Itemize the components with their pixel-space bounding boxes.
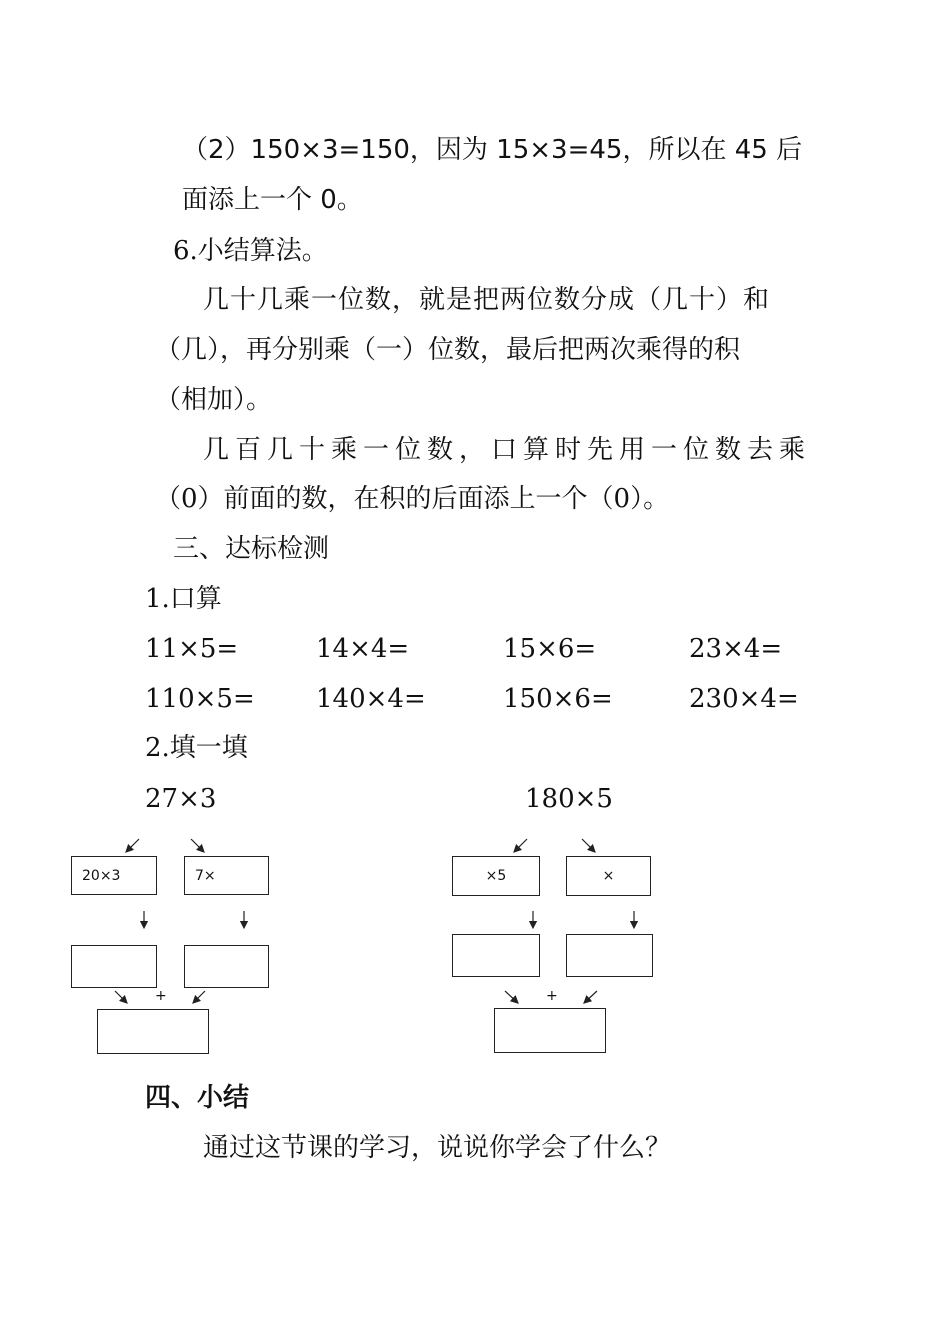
arrow-icon <box>115 991 127 1003</box>
oral-calc-item: 150×6= <box>503 684 613 714</box>
oral-calc-item: 140×4= <box>316 684 426 714</box>
diagram-right-sum-box[interactable] <box>494 1008 606 1053</box>
diagram-left-expression: 27×3 <box>145 784 217 814</box>
arrow-icon <box>514 839 527 852</box>
review-line-1: （2）150×3=150，因为 15×3=45，所以在 45 后 <box>182 135 803 165</box>
diagram-right-box-tens <box>452 856 540 896</box>
arrow-icon <box>193 991 205 1003</box>
section4-question: 通过这节课的学习，说说你学会了什么？ <box>203 1133 672 1163</box>
arrow-icon <box>191 839 204 852</box>
arrow-icon <box>582 839 595 852</box>
diagram-left-answer-box[interactable] <box>184 945 269 988</box>
fill-heading: 2.填一填 <box>145 733 248 763</box>
summary-para2-line2: （0）前面的数，在积的后面添上一个（0）。 <box>155 484 670 514</box>
diagram-left-sum-box[interactable] <box>97 1009 209 1054</box>
section3-heading: 三、达标检测 <box>173 534 330 564</box>
diagram-left-box-ones <box>184 856 269 895</box>
diagram-left-box-ones-label: 7× <box>195 868 216 884</box>
summary-rule-heading: 6.小结算法。 <box>173 236 328 266</box>
arrow-icon <box>505 991 518 1003</box>
oral-calc-heading: 1.口算 <box>145 584 222 614</box>
diagram-left-plus: + <box>155 988 167 1004</box>
diagram-right-expression: 180×5 <box>525 784 613 814</box>
summary-para1-line1: 几十几乘一位数，就是把两位数分成（几十）和 <box>203 285 771 315</box>
arrow-icon <box>584 991 597 1003</box>
diagram-right-answer-box[interactable] <box>452 934 540 977</box>
oral-calc-item: 15×6= <box>503 634 597 664</box>
diagram-left-answer-box[interactable] <box>71 945 157 988</box>
summary-para1-line2: （几），再分别乘（一）位数，最后把两次乘得的积 <box>155 335 741 365</box>
diagram-left-box-tens-label: 20×3 <box>82 868 121 884</box>
oral-calc-item: 11×5= <box>145 634 239 664</box>
diagram-right-box-ones-label: × <box>602 868 615 884</box>
summary-para2-line1: 几百几十乘一位数，口算时先用一位数去乘 <box>203 435 812 465</box>
oral-calc-item: 23×4= <box>689 634 783 664</box>
diagram-right-box-tens-label: ×5 <box>485 868 507 884</box>
diagram-right-plus: + <box>546 988 558 1004</box>
summary-para1-line3: （相加）。 <box>155 385 273 415</box>
review-line-2: 面添上一个 0。 <box>182 185 363 215</box>
oral-calc-item: 110×5= <box>145 684 255 714</box>
diagram-right-answer-box[interactable] <box>566 934 653 977</box>
oral-calc-item: 230×4= <box>689 684 799 714</box>
section4-heading: 四、小结 <box>145 1083 250 1113</box>
diagram-left-box-tens <box>71 856 157 895</box>
oral-calc-item: 14×4= <box>316 634 410 664</box>
arrow-icon <box>126 839 139 852</box>
diagram-right-box-ones <box>566 856 651 896</box>
